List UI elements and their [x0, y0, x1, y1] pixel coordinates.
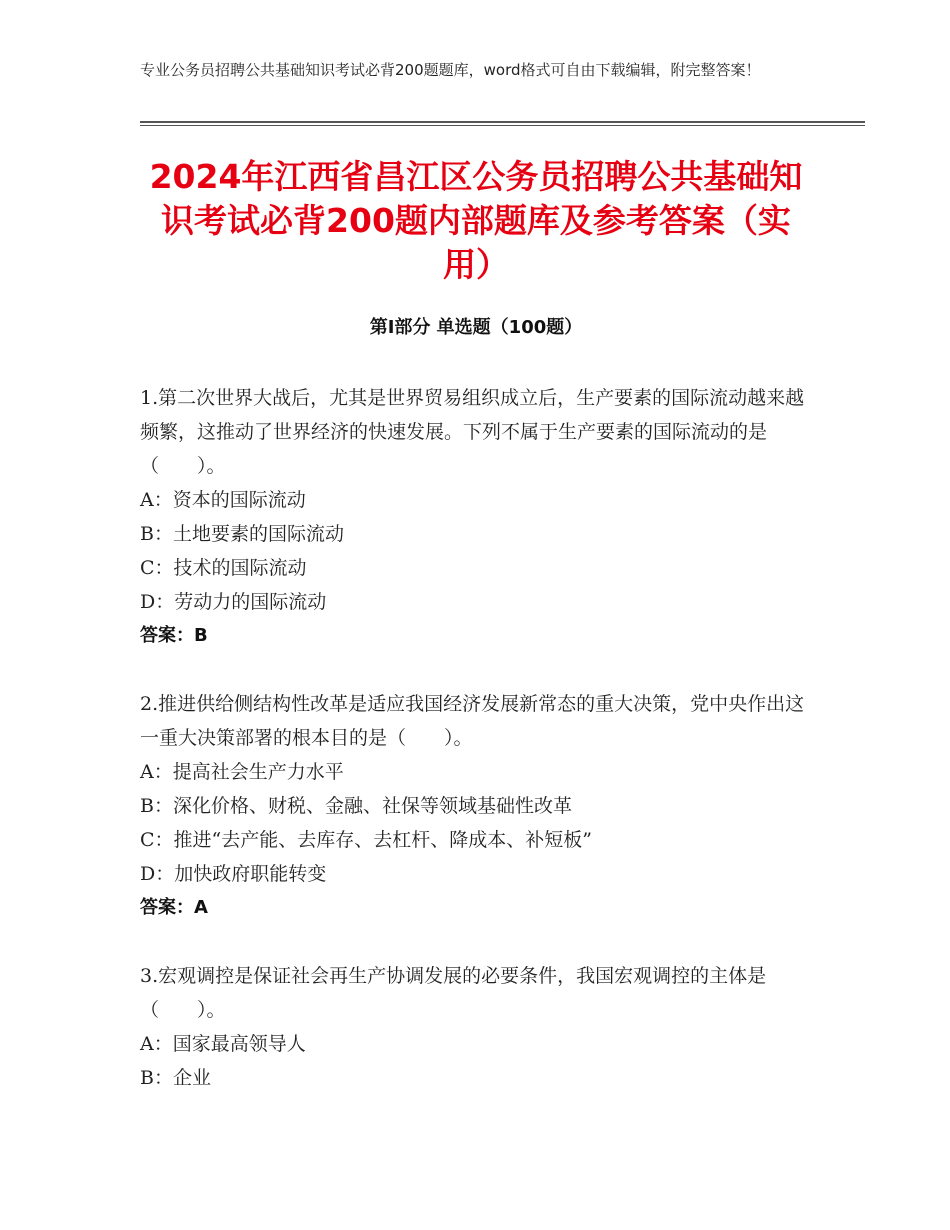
option-d: D：加快政府职能转变 — [140, 863, 327, 885]
option-b: B：企业 — [140, 1067, 211, 1089]
option-d: D：劳动力的国际流动 — [140, 591, 327, 613]
question-1 — [140, 381, 812, 653]
section-title: 第Ⅰ部分 单选题（100题） — [369, 317, 583, 338]
option-c: C：技术的国际流动 — [140, 557, 307, 579]
question-stem: 3.宏观调控是保证社会再生产协调发展的必要条件，我国宏观调控的主体是（ ）。 — [140, 965, 767, 1021]
answer: 答案：A — [140, 897, 208, 918]
question-stem: 2.推进供给侧结构性改革是适应我国经济发展新常态的重大决策，党中央作出这一重大决策部署的根本目的是（ ）。 — [140, 693, 805, 749]
answer: 答案：B — [140, 625, 208, 646]
option-b: B：深化价格、财税、金融、社保等领域基础性改革 — [140, 795, 572, 817]
question-stem: 1.第二次世界大战后，尤其是世界贸易组织成立后，生产要素的国际流动越来越频繁，这推动了世界经济的快速发展。下列不属于生产要素的国际流动的是（ ）。 — [140, 387, 805, 477]
question-2 — [140, 687, 812, 925]
option-a: A：国家最高领导人 — [140, 1033, 306, 1055]
option-a: A：提高社会生产力水平 — [140, 761, 344, 783]
question-list — [140, 381, 812, 1129]
header-rule-thick — [140, 121, 865, 123]
header-rule-thin — [140, 125, 865, 126]
document-title: 2024年江西省昌江区公务员招聘公共基础知识考试必背200题内部题库及参考答案（实用） — [149, 157, 803, 284]
option-c: C：推进“去产能、去库存、去杠杆、降成本、补短板” — [140, 829, 592, 851]
question-3 — [140, 959, 812, 1095]
header-note: 专业公务员招聘公共基础知识考试必背200题题库，word格式可自由下载编辑，附完整答案！ — [140, 61, 761, 79]
option-b: B：土地要素的国际流动 — [140, 523, 344, 545]
option-a: A：资本的国际流动 — [140, 489, 306, 511]
